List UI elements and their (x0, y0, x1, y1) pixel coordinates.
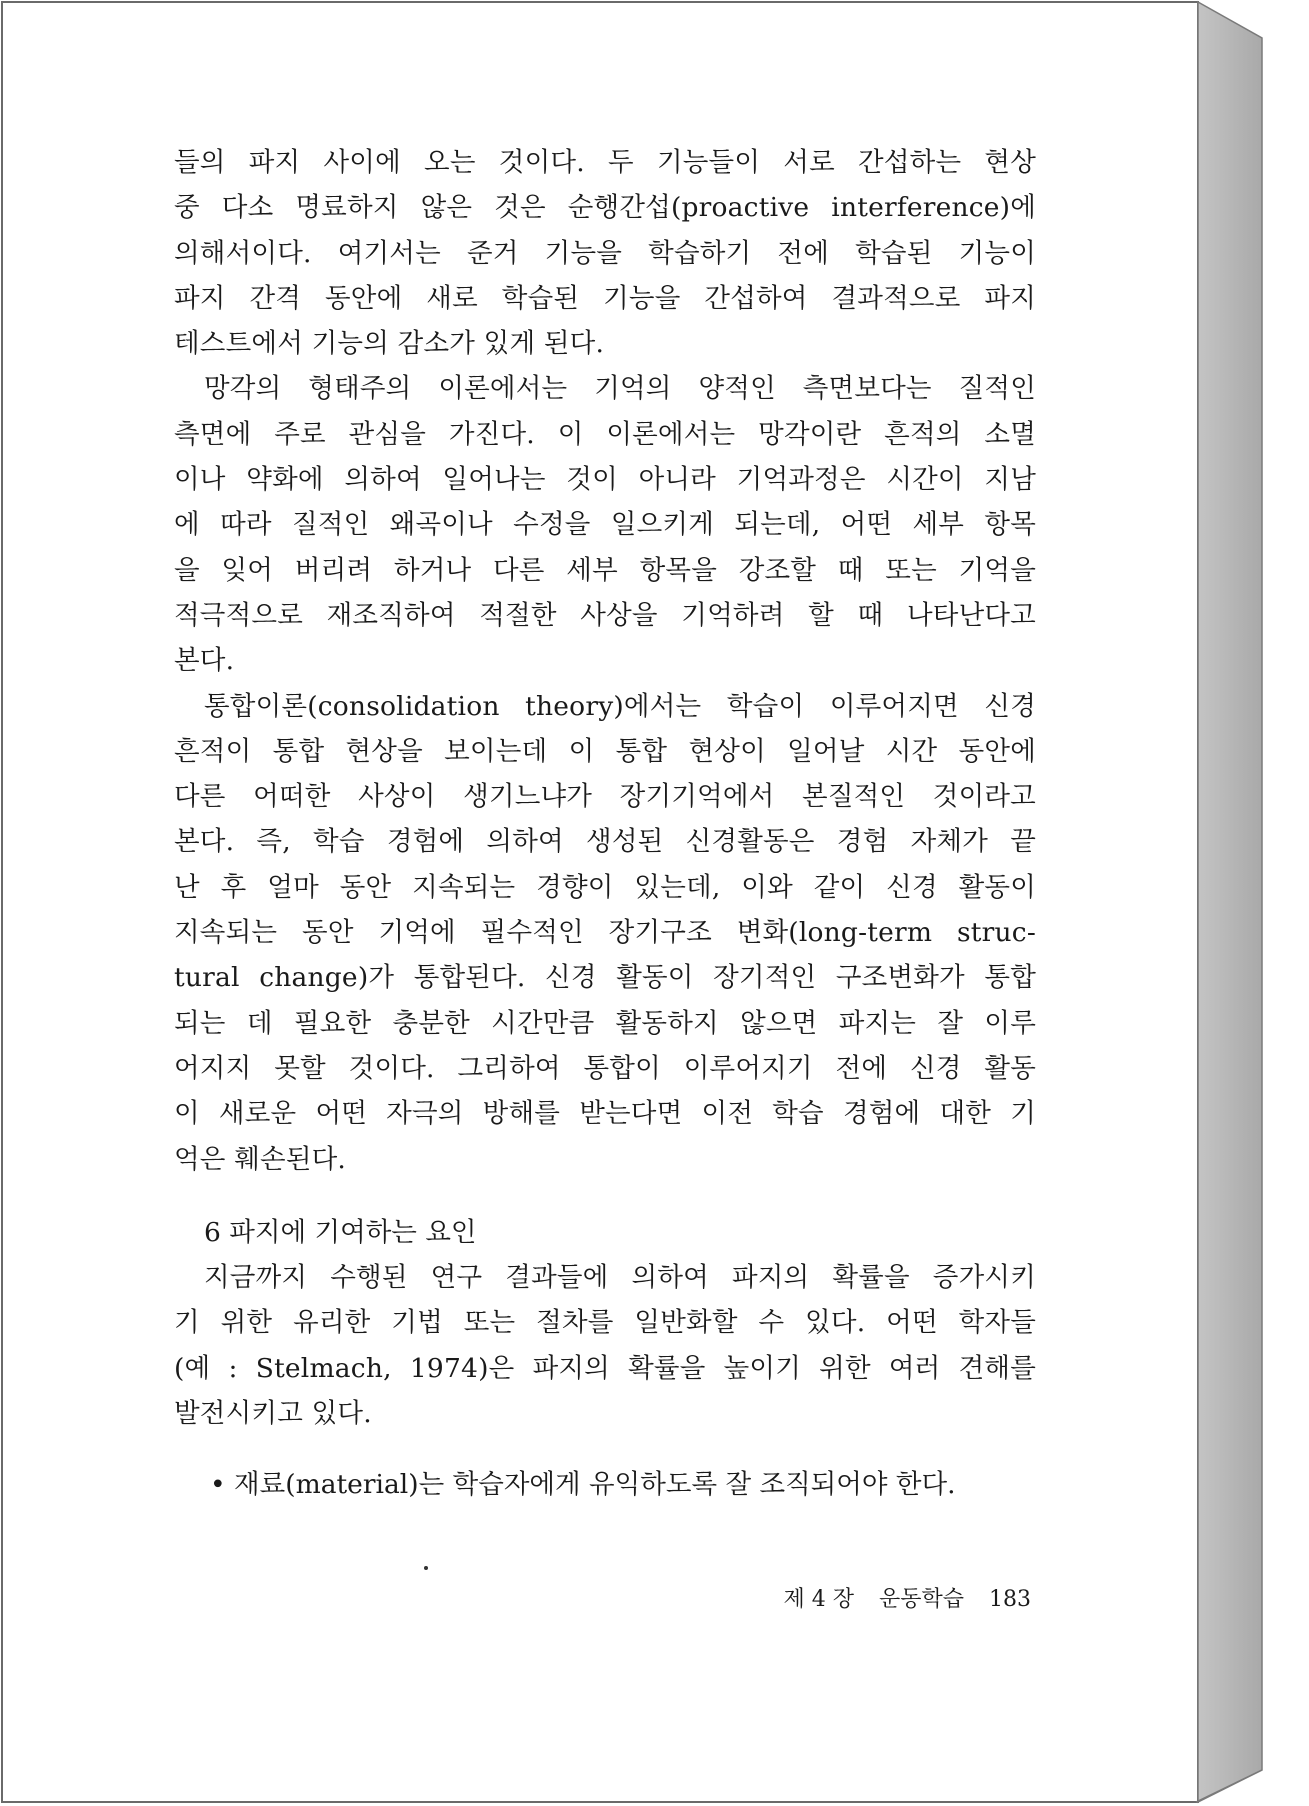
text-line: 중 다소 명료하지 않은 것은 순행간섭(proactive interference)에 (174, 192, 1036, 224)
text-line: 이 새로운 어떤 자극의 방해를 받는다면 이전 학습 경험에 대한 기 (174, 1098, 1036, 1130)
section-paragraph (174, 1255, 1036, 1436)
text-line: 억은 훼손된다. (174, 1143, 347, 1175)
text-line: 본다. 즉, 학습 경험에 의하여 생성된 신경활동은 경험 자체가 끝 (174, 826, 1036, 858)
bullet-item: • 재료(material)는 학습자에게 유익하도록 잘 조직되어야 한다. (210, 1469, 956, 1501)
text-line: 적극적으로 재조직하여 적절한 사상을 기억하려 할 때 나타난다고 (174, 599, 1036, 631)
text-line: 의해서이다. 여기서는 준거 기능을 학습하기 전에 학습된 기능이 (174, 237, 1036, 269)
paragraph-3 (174, 684, 1036, 1182)
footer-chapter-title: 운동학습 (878, 1587, 964, 1612)
text-line: 다른 어떠한 사상이 생기느냐가 장기기억에서 본질적인 것이라고 (174, 781, 1036, 813)
section-heading: 6 파지에 기여하는 요인 (204, 1216, 477, 1248)
text-line: 지속되는 동안 기억에 필수적인 장기구조 변화(long-term struc- (174, 917, 1036, 949)
text-line: 난 후 얼마 동안 지속되는 경향이 있는데, 이와 같이 신경 활동이 (174, 871, 1036, 903)
text-line: 흔적이 통합 현상을 보이는데 이 통합 현상이 일어날 시간 동안에 (174, 735, 1036, 767)
text-line: 본다. (174, 645, 235, 677)
paragraph-1 (174, 140, 1036, 366)
paragraph-2 (174, 366, 1036, 683)
text-line: 지금까지 수행된 연구 결과들에 의하여 파지의 확률을 증가시키 (204, 1262, 1036, 1294)
text-line: 발전시키고 있다. (174, 1398, 372, 1430)
ink-speck (424, 1566, 428, 1570)
text-line: 에 따라 질적인 왜곡이나 수정을 일으키게 되는데, 어떤 세부 항목 (174, 509, 1036, 541)
text-line: 어지지 못할 것이다. 그리하여 통합이 이루어지기 전에 신경 활동 (174, 1052, 1036, 1084)
running-footer (783, 1582, 1031, 1613)
text-line: 테스트에서 기능의 감소가 있게 된다. (174, 328, 605, 360)
text-line: 망각의 형태주의 이론에서는 기억의 양적인 측면보다는 질적인 (204, 373, 1036, 405)
text-line: 이나 약화에 의하여 일어나는 것이 아니라 기억과정은 시간이 지남 (174, 464, 1036, 496)
page-number: 183 (989, 1587, 1031, 1612)
spacer (174, 1182, 1036, 1210)
text-line: 되는 데 필요한 충분한 시간만큼 활동하지 않으면 파지는 잘 이루 (174, 1007, 1036, 1039)
text-line: 을 잊어 버리려 하거나 다른 세부 항목을 강조할 때 또는 기억을 (174, 554, 1036, 586)
spacer (174, 1436, 1036, 1462)
text-line: 파지 간격 동안에 새로 학습된 기능을 간섭하여 결과적으로 파지 (174, 282, 1036, 314)
text-line: (예 : Stelmach, 1974)은 파지의 확률을 높이기 위한 여러 견해를 (174, 1352, 1036, 1384)
text-line: tural change)가 통합된다. 신경 활동이 장기적인 구조변화가 통합 (174, 962, 1036, 994)
text-line: 들의 파지 사이에 오는 것이다. 두 기능들이 서로 간섭하는 현상 (174, 147, 1036, 178)
text-line: 기 위한 유리한 기법 또는 절차를 일반화할 수 있다. 어떤 학자들 (174, 1307, 1036, 1339)
footer-chapter: 제 4 장 (783, 1587, 854, 1612)
page-body (174, 140, 1036, 1508)
text-line: 측면에 주로 관심을 가진다. 이 이론에서는 망각이란 흔적의 소멸 (174, 418, 1036, 450)
text-line: 통합이론(consolidation theory)에서는 학습이 이루어지면 신경 (204, 690, 1036, 722)
